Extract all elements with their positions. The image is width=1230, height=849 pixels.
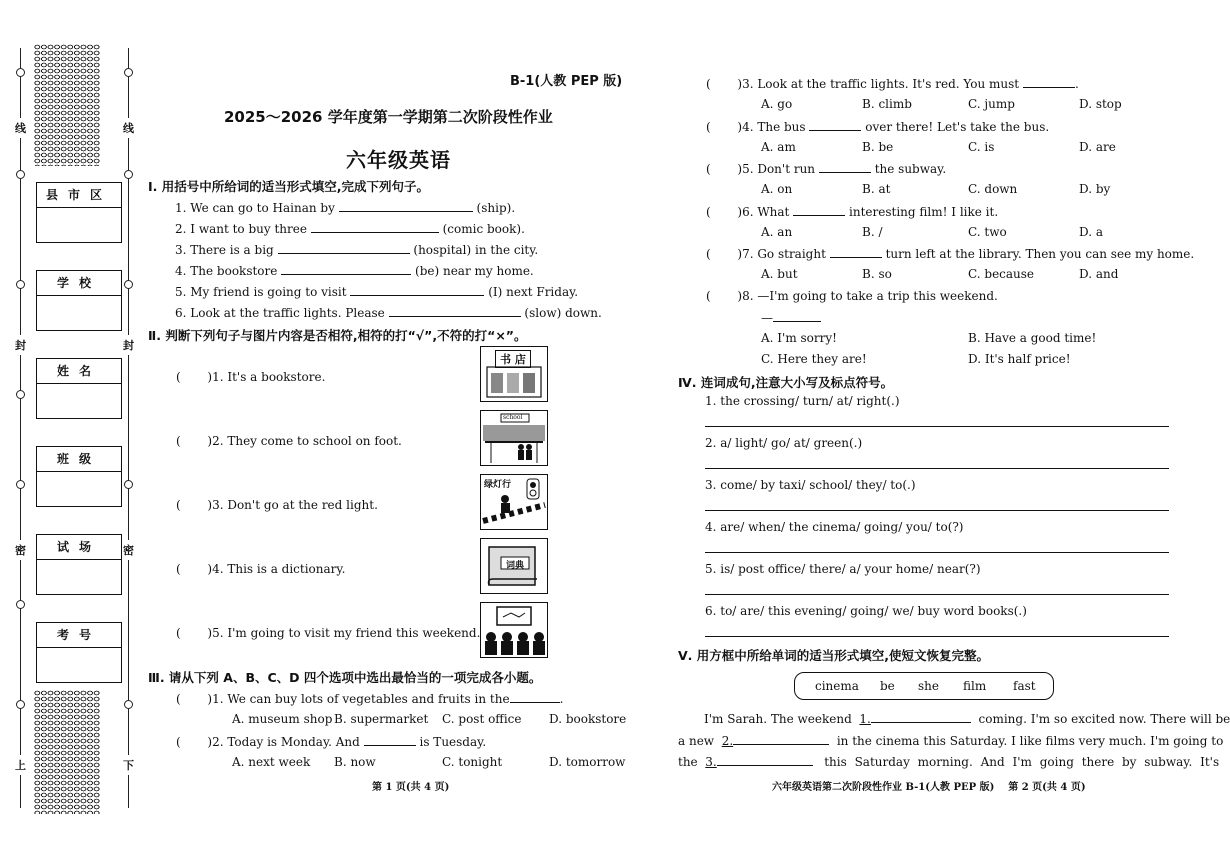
pic-sign: school xyxy=(503,414,523,421)
cut-label: 密 xyxy=(123,540,134,560)
item-text: )2. Today is Monday. And xyxy=(207,735,360,749)
answer-blank[interactable] xyxy=(389,305,521,317)
option-d: D. are xyxy=(1079,140,1116,154)
paren-open[interactable]: ( xyxy=(176,692,208,706)
item-text-post: interesting film! I like it. xyxy=(849,205,999,219)
bookstore-picture xyxy=(480,346,548,402)
option-d: D. bookstore xyxy=(549,712,627,726)
passage-text: coming. I'm so excited now. There will be xyxy=(978,712,1230,726)
fill-item-6 xyxy=(175,305,602,320)
option-b: B. so xyxy=(862,267,892,281)
answer-blank[interactable] xyxy=(830,246,882,258)
dialog-reply xyxy=(761,310,821,325)
word-film: film xyxy=(963,679,987,693)
binding-hole xyxy=(16,280,25,289)
binding-hole xyxy=(16,68,25,77)
word-fast: fast xyxy=(1013,679,1036,693)
cut-label: 线 xyxy=(123,118,134,138)
answer-line[interactable] xyxy=(705,426,1169,427)
field-label: 学校 xyxy=(37,271,121,296)
item-text-post: turn left at the library. Then you can see my home. xyxy=(885,247,1195,261)
option-a: A. next week xyxy=(232,755,311,769)
section3-heading: Ⅲ. 请从下列 A、B、C、D 四个选项中选出最恰当的一项完成各小题。 xyxy=(148,670,542,685)
choice-item-1 xyxy=(176,691,563,706)
field-label: 姓名 xyxy=(37,359,121,384)
option-d: D. by xyxy=(1079,182,1111,196)
field-name[interactable] xyxy=(36,358,122,419)
cinema-icon xyxy=(481,603,547,657)
option-a: A. go xyxy=(761,97,793,111)
option-c: C. post office xyxy=(442,712,522,726)
option-a: A. but xyxy=(761,267,798,281)
fill-item-4 xyxy=(175,263,534,278)
paren-open[interactable]: ( xyxy=(176,370,208,384)
answer-blank[interactable] xyxy=(809,119,861,131)
crossing-icon xyxy=(481,475,547,529)
answer-line[interactable] xyxy=(705,552,1169,553)
fill-item-5 xyxy=(175,284,578,299)
cut-label: 上 xyxy=(15,755,26,775)
passage-text: I'm Sarah. The weekend xyxy=(704,712,852,726)
cut-label: 封 xyxy=(123,335,134,355)
paren-open[interactable]: ( xyxy=(176,498,208,512)
item-text: 1. We can go to Hainan by xyxy=(175,201,335,215)
word-be: be xyxy=(880,679,895,693)
item-text: )7. Go straight xyxy=(737,247,826,261)
order-item-5: 5. is/ post office/ there/ a/ your home/ near(?) xyxy=(705,562,981,576)
answer-blank[interactable] xyxy=(364,734,416,746)
item-text: )5. I'm going to visit my friend this weekend. xyxy=(207,626,481,640)
cut-label: 密 xyxy=(15,540,26,560)
pic-sign: 书 店 xyxy=(495,350,531,368)
item-text-post: . xyxy=(1074,77,1079,91)
option-a: A. an xyxy=(761,225,793,239)
judge-item-2 xyxy=(176,434,402,448)
page-number-1: 第 1 页(共 4 页) xyxy=(372,782,450,793)
binding-hole xyxy=(124,170,133,179)
field-class[interactable] xyxy=(36,446,122,507)
item-text: )4. This is a dictionary. xyxy=(207,562,346,576)
pic-sign: 词典 xyxy=(506,561,525,571)
item-hint: (I) next Friday. xyxy=(488,285,579,299)
option-a: A. on xyxy=(761,182,793,196)
binding-hole xyxy=(124,68,133,77)
order-item-3: 3. come/ by taxi/ school/ they/ to(.) xyxy=(705,478,916,492)
choice-item-3 xyxy=(706,76,1079,91)
paren-open[interactable]: ( xyxy=(706,247,738,261)
option-b: B. / xyxy=(862,225,883,239)
binding-hole xyxy=(16,700,25,709)
paren-open[interactable]: ( xyxy=(706,205,738,219)
field-blank[interactable] xyxy=(37,560,121,594)
passage-line-2 xyxy=(678,733,1223,748)
item-text-post: is Tuesday. xyxy=(419,735,487,749)
option-b: B. Have a good time! xyxy=(968,331,1097,345)
item-text: )1. We can buy lots of vegetables and fruits in the xyxy=(207,692,510,706)
answer-blank[interactable] xyxy=(717,754,813,766)
item-text: 2. I want to buy three xyxy=(175,222,307,236)
item-text: )6. What xyxy=(737,205,790,219)
choice-item-8 xyxy=(706,289,998,303)
dot-pattern-bottom xyxy=(34,690,100,814)
blank-number: 3. xyxy=(705,755,717,769)
binding-hole xyxy=(16,600,25,609)
item-text-post: . xyxy=(559,692,564,706)
option-b: B. be xyxy=(862,140,894,154)
choice-item-2 xyxy=(176,734,486,749)
page-number-2: 六年级英语第二次阶段性作业 B-1(人教 PEP 版) 第 2 页(共 4 页) xyxy=(772,782,1086,793)
cinema-picture xyxy=(480,602,548,658)
word-box xyxy=(794,672,1054,700)
passage-text: in the cinema this Saturday. I like films very much. I'm going to xyxy=(836,734,1224,748)
field-blank[interactable] xyxy=(37,296,121,330)
order-item-1: 1. the crossing/ turn/ at/ right(.) xyxy=(705,394,900,408)
option-d: D. tomorrow xyxy=(549,755,626,769)
binding-line-right xyxy=(128,48,129,808)
dictionary-picture xyxy=(480,538,548,594)
item-text-post: — xyxy=(761,311,773,325)
school-picture xyxy=(480,410,548,466)
binding-hole xyxy=(124,480,133,489)
option-d: D. a xyxy=(1079,225,1103,239)
item-hint: (hospital) in the city. xyxy=(413,243,539,257)
option-d: D. and xyxy=(1079,267,1119,281)
option-d: D. stop xyxy=(1079,97,1122,111)
blank-number: 2. xyxy=(721,734,734,748)
order-item-4: 4. are/ when/ the cinema/ going/ you/ to(?) xyxy=(705,520,964,534)
paren-open[interactable]: ( xyxy=(176,562,208,576)
option-d: D. It's half price! xyxy=(968,352,1071,366)
option-a: A. am xyxy=(761,140,796,154)
answer-blank[interactable] xyxy=(1023,76,1075,88)
building-icon xyxy=(481,347,547,401)
cut-label: 下 xyxy=(123,755,134,775)
word-she: she xyxy=(918,679,939,693)
item-text: )1. It's a bookstore. xyxy=(207,370,326,384)
subject-title: 六年级英语 xyxy=(346,148,451,172)
passage-text: this Saturday morning. And I'm going there by subway. It's xyxy=(824,755,1220,769)
item-text: )4. The bus xyxy=(737,120,806,134)
fill-item-3 xyxy=(175,242,538,257)
binding-hole xyxy=(16,390,25,399)
exam-title: 2025～2026 学年度第一学期第二次阶段性作业 xyxy=(224,108,553,126)
choice-item-6 xyxy=(706,204,998,219)
section2-heading: Ⅱ. 判断下列句子与图片内容是否相符,相符的打“√”,不符的打“×”。 xyxy=(148,328,527,343)
item-text-post: the subway. xyxy=(874,162,947,176)
answer-line[interactable] xyxy=(705,594,1169,595)
item-hint: (comic book). xyxy=(442,222,525,236)
answer-blank[interactable] xyxy=(510,691,560,703)
paren-open[interactable]: ( xyxy=(176,626,208,640)
field-blank[interactable] xyxy=(37,208,121,242)
answer-blank[interactable] xyxy=(773,310,821,322)
field-blank[interactable] xyxy=(37,384,121,418)
option-b: B. at xyxy=(862,182,891,196)
section4-heading: Ⅳ. 连词成句,注意大小写及标点符号。 xyxy=(678,375,894,390)
choice-item-4 xyxy=(706,119,1049,134)
option-b: B. supermarket xyxy=(334,712,429,726)
judge-item-1 xyxy=(176,370,325,384)
item-hint: (slow) down. xyxy=(524,306,602,320)
field-county[interactable] xyxy=(36,182,122,243)
field-label: 考号 xyxy=(37,623,121,648)
option-a: A. I'm sorry! xyxy=(761,331,837,345)
option-b: B. climb xyxy=(862,97,912,111)
fill-item-1 xyxy=(175,200,515,215)
answer-line[interactable] xyxy=(705,468,1169,469)
paren-open[interactable]: ( xyxy=(706,162,738,176)
field-label: 班级 xyxy=(37,447,121,472)
passage-text: the xyxy=(678,755,698,769)
item-text: 6. Look at the traffic lights. Please xyxy=(175,306,385,320)
field-exam-number[interactable] xyxy=(36,622,122,683)
option-c: C. down xyxy=(968,182,1018,196)
field-exam-room[interactable] xyxy=(36,534,122,595)
item-text: )5. Don't run xyxy=(737,162,816,176)
item-hint: (be) near my home. xyxy=(415,264,534,278)
pic-sign: 绿灯行 xyxy=(484,480,512,490)
traffic-light-picture xyxy=(480,474,548,530)
judge-item-4 xyxy=(176,562,345,576)
section1-heading: Ⅰ. 用括号中所给词的适当形式填空,完成下列句子。 xyxy=(148,179,430,194)
word-cinema: cinema xyxy=(815,679,859,693)
binding-hole xyxy=(16,170,25,179)
answer-blank[interactable] xyxy=(350,284,484,296)
binding-line-left xyxy=(20,48,21,808)
answer-line[interactable] xyxy=(705,636,1169,637)
answer-blank[interactable] xyxy=(793,204,845,216)
item-text: 5. My friend is going to visit xyxy=(175,285,347,299)
fill-item-2 xyxy=(175,221,525,236)
passage-line-1 xyxy=(704,711,1230,726)
section5-heading: Ⅴ. 用方框中所给单词的适当形式填空,使短文恢复完整。 xyxy=(678,648,990,663)
paren-open[interactable]: ( xyxy=(706,120,738,134)
field-label: 试场 xyxy=(37,535,121,560)
answer-blank[interactable] xyxy=(278,242,410,254)
answer-blank[interactable] xyxy=(281,263,411,275)
item-text: )3. Look at the traffic lights. It's red. You must xyxy=(737,77,1020,91)
item-text: 3. There is a big xyxy=(175,243,274,257)
field-blank[interactable] xyxy=(37,472,121,506)
judge-item-5 xyxy=(176,626,480,640)
paren-open[interactable]: ( xyxy=(706,77,738,91)
option-c: C. two xyxy=(968,225,1007,239)
option-b: B. now xyxy=(334,755,376,769)
option-c: C. tonight xyxy=(442,755,503,769)
judge-item-3 xyxy=(176,498,378,512)
binding-hole xyxy=(16,480,25,489)
paren-open[interactable]: ( xyxy=(176,434,208,448)
choice-item-5 xyxy=(706,161,946,176)
answer-blank[interactable] xyxy=(819,161,871,173)
order-item-6: 6. to/ are/ this evening/ going/ we/ buy word books(.) xyxy=(705,604,1027,618)
passage-text: a new xyxy=(678,734,715,748)
paren-open[interactable]: ( xyxy=(176,735,208,749)
answer-blank[interactable] xyxy=(311,221,439,233)
choice-item-7 xyxy=(706,246,1194,261)
cut-label: 线 xyxy=(15,118,26,138)
item-text: )3. Don't go at the red light. xyxy=(207,498,378,512)
field-school[interactable] xyxy=(36,270,122,331)
blank-number: 1. xyxy=(859,712,871,726)
option-c: C. because xyxy=(968,267,1035,281)
item-text-post: over there! Let's take the bus. xyxy=(865,120,1050,134)
item-hint: (ship). xyxy=(476,201,516,215)
option-c: C. jump xyxy=(968,97,1015,111)
order-item-2: 2. a/ light/ go/ at/ green(.) xyxy=(705,436,863,450)
answer-line[interactable] xyxy=(705,510,1169,511)
binding-hole xyxy=(124,280,133,289)
passage-line-3 xyxy=(678,754,1219,769)
item-text: 4. The bookstore xyxy=(175,264,278,278)
binding-hole xyxy=(124,700,133,709)
option-c: C. is xyxy=(968,140,995,154)
field-blank[interactable] xyxy=(37,648,121,682)
option-a: A. museum shop xyxy=(232,712,333,726)
version-label: B-1(人教 PEP 版) xyxy=(510,74,623,89)
cut-label: 封 xyxy=(15,335,26,355)
answer-blank[interactable] xyxy=(339,200,473,212)
field-label: 县市区 xyxy=(37,183,121,208)
answer-blank[interactable] xyxy=(871,711,971,723)
paren-open[interactable]: ( xyxy=(706,289,738,303)
item-text: )2. They come to school on foot. xyxy=(207,434,402,448)
option-c: C. Here they are! xyxy=(761,352,867,366)
item-text: )8. —I'm going to take a trip this weekend. xyxy=(737,289,998,303)
answer-blank[interactable] xyxy=(733,733,829,745)
dot-pattern-top xyxy=(34,44,100,166)
